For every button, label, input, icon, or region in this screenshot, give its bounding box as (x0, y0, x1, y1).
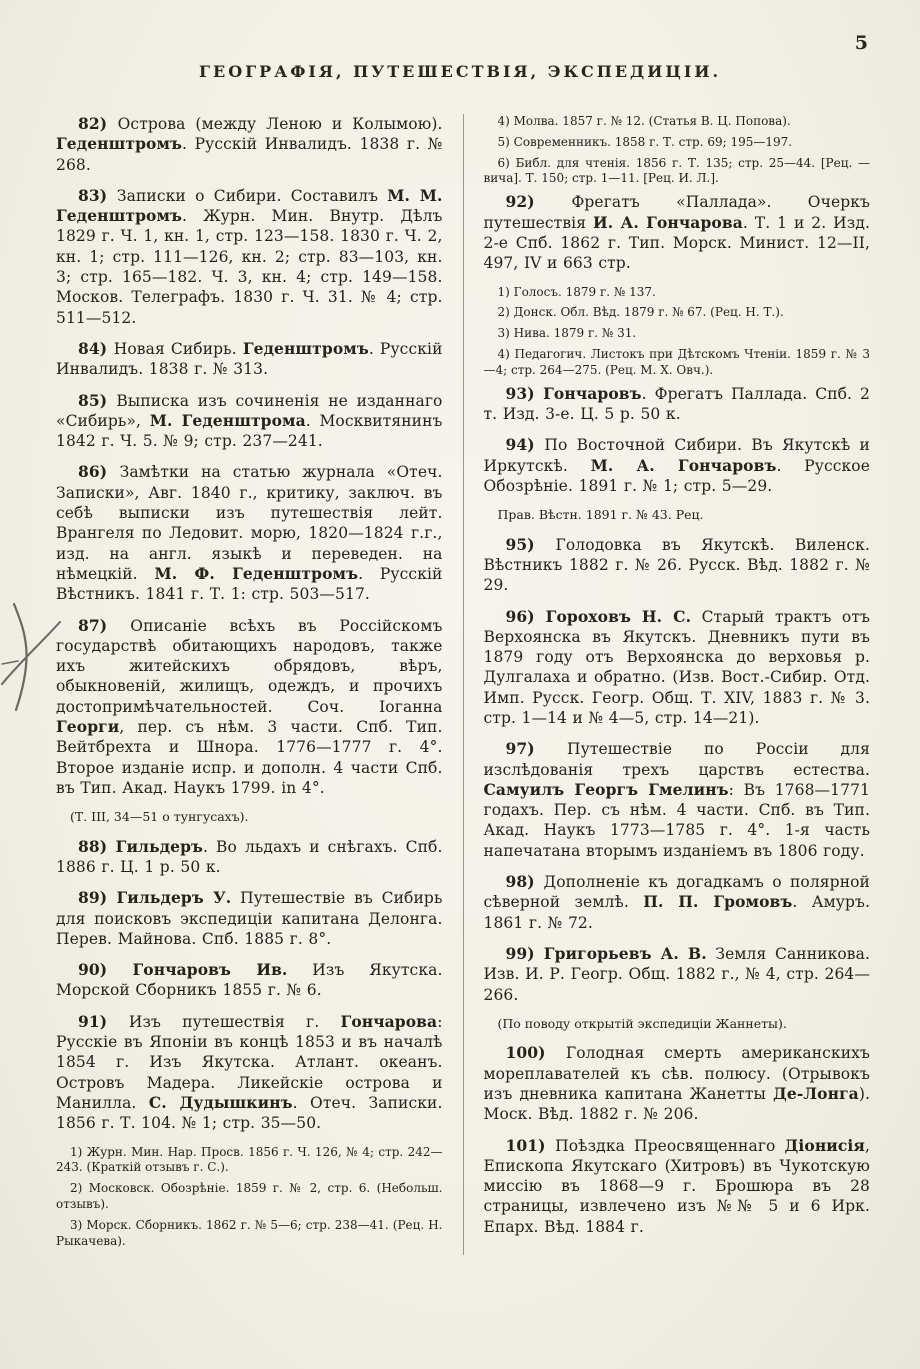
bold-text-segment: 96) Гороховъ Н. С. (505, 606, 692, 626)
text-segment: 2) Донск. Обл. Вѣд. 1879 г. № 67. (Рец. Н. Т.). (497, 305, 784, 320)
bold-text-segment: Діонисія (784, 1135, 865, 1155)
text-segment: . Отеч. Записки. 1856 г. Т. 104. № 1; стр. 35—50. (56, 1093, 443, 1133)
bold-text-segment: 93) Гончаровъ (505, 383, 642, 403)
bold-text-segment: Де-Лонга (773, 1083, 859, 1103)
bold-text-segment: 100) (505, 1043, 566, 1063)
text-segment: Голодная смерть американскихъ мореплавателей къ сѣв. полюсу. (Отрывокъ изъ дневника капитана Жанетты (483, 1044, 870, 1103)
text-segment: (По поводу открытій экспедиціи Жаннеты). (497, 1015, 787, 1031)
footnote (56, 1218, 443, 1250)
column-divider-rule (463, 114, 464, 1255)
bib-entry (56, 186, 443, 328)
text-segment: . Русское Обозрѣніе. 1891 г. № 1; стр. 5—29. (483, 456, 870, 495)
text-segment: Острова (между Леною и Колымою). (117, 115, 443, 133)
bib-entry (484, 1136, 871, 1237)
text-segment: . Русскій Инвалидъ. 1838 г. № 313. (56, 339, 443, 379)
text-segment: Поѣздка Преосвященнаго (555, 1136, 785, 1155)
footnote (56, 1145, 443, 1177)
page-title: ГЕОГРАФІЯ, ПУТЕШЕСТВІЯ, ЭКСПЕДИЦІИ. (198, 62, 722, 81)
bold-text-segment: 95) (505, 534, 556, 554)
bold-text-segment: 88) Гильдеръ (78, 836, 204, 856)
bold-text-segment: М. Геденштрома (149, 410, 306, 430)
bold-text-segment: 84) (78, 338, 114, 358)
bold-text-segment: М. А. Гончаровъ (590, 455, 777, 475)
text-segment: 3) Морск. Сборникъ. 1862 г. № 5—6; стр. 238—41. (Рец. Н. Рыкачева). (56, 1217, 443, 1248)
text-segment: 3) Нива. 1879 г. № 31. (497, 326, 637, 341)
right-column (484, 114, 871, 1255)
text-segment: . Русскій Инвалидъ. 1838 г. № 268. (56, 135, 443, 174)
entry-note (484, 507, 871, 524)
bold-text-segment: Георги (56, 717, 120, 737)
bold-text-segment: М. М. Геденштромъ (56, 185, 443, 226)
entry-note (484, 1016, 871, 1033)
text-segment: По Восточной Сибири. Въ Якутскѣ и Иркутскѣ. (483, 436, 870, 475)
text-segment: . Во льдахъ и снѣгахъ. Спб. 1886 г. Ц. 1 р. 50 к. (56, 837, 443, 876)
text-segment: , пер. съ нѣм. 3 части. Спб. Тип. Вейтбрехта и Шнора. 1776—1777 г. 4°. Второе изданіе испр. и дополн. 4 части Спб. въ Тип. Акад. Наукъ 1799. in 4°. (56, 718, 443, 797)
bold-text-segment: Самуилъ Георгъ Гмелинъ (483, 779, 729, 799)
bib-entry (56, 960, 443, 1001)
bold-text-segment: 83) (78, 185, 117, 205)
footnote (484, 285, 871, 301)
text-segment: . Журн. Мин. Внутр. Дѣлъ 1829 г. Ч. 1, кн. 1, стр. 123—158. 1830 г. Ч. 2, кн. 1; стр. 111—126, кн. 2; стр. 83—103, кн. 3; стр. 165—182. Ч. 3, кн. 4; стр. 149—158. Москов. Телеграфъ. 1830 г. Ч. 31. № 4; стр. 511—512. (56, 207, 443, 327)
text-segment: , Епископа Якутскаго (Хитровъ) въ Чукотскую миссію въ 1868—9 г. Брошюра въ 28 страницы, извлечено изъ №№ 5 и 6 Ирк. Епарх. Вѣд. 1884 г. (483, 1136, 870, 1236)
text-segment: (Т. III, 34—51 о тунгусахъ). (70, 809, 249, 825)
text-segment: : Русскіе въ Японіи въ концѣ 1853 и въ началѣ 1854 г. Изъ Якутска. Атлант. океанъ. Островъ Мадера. Ликейскіе острова и Манилла. (56, 1012, 443, 1112)
footnote (484, 135, 871, 151)
text-segment: Выписка изъ сочиненія не изданнаго «Сибирь», (56, 391, 443, 430)
bold-text-segment: 86) (78, 462, 120, 482)
two-column-layout (56, 114, 870, 1255)
text-segment: Старый трактъ отъ Верхоянска въ Якутскъ. Дневникъ пути въ 1879 году отъ Верхоянска до верховья р. Дулгалаха и обратно. (Изв. Вост.-Сибир. Отд. Имп. Русск. Геогр. Общ. Т. XIV, 1883 г. № 3. стр. 1—14 и № 4—5, стр. 14—21). (483, 607, 870, 727)
bib-entry (484, 535, 871, 596)
text-segment: . Русскій Вѣстникъ. 1841 г. Т. 1: стр. 503—517. (56, 564, 443, 604)
bib-entry (484, 435, 871, 496)
text-segment: 4) Педагогич. Листокъ при Дѣтскомъ Чтеніи. 1859 г. № 3—4; стр. 264—275. (Рец. М. Х. Овч.). (483, 346, 870, 377)
bold-text-segment: 85) (78, 390, 117, 410)
bold-text-segment: 97) (505, 739, 567, 759)
page-number: 5 (854, 32, 868, 54)
footnote (484, 347, 871, 379)
bold-text-segment: Гончарова (340, 1011, 438, 1031)
bold-text-segment: П. П. Громовъ (643, 892, 793, 912)
text-segment: Изъ путешествія г. (128, 1012, 341, 1031)
footnote (484, 156, 871, 188)
text-segment: Замѣтки на статью журнала «Отеч. Записки», Авг. 1840 г., критику, заключ. въ себѣ выписки изъ путешествія лейт. Врангеля по Ледовит. морю, 1820—1824 г.г., изд. на англ. языкѣ и переведен. на нѣмецкій. (56, 463, 443, 583)
text-segment: : Въ 1768—1771 годахъ. Пер. съ нѣм. 4 части. Спб. въ Тип. Акад. Наукъ 1773—1785 г. 4°. 1-я часть напечатана вторымъ изданіемъ въ 1806 году. (483, 780, 871, 860)
bib-entry (484, 739, 871, 861)
text-segment: Голодовка въ Якутскѣ. Виленск. Вѣстникъ 1882 г. № 26. Русск. Вѣд. 1882 г. № 29. (483, 535, 870, 595)
text-segment: Описаніе всѣхъ въ Россійскомъ государствѣ обитающихъ народовъ, также ихъ житейскихъ обрядовъ, вѣръ, обыкновеній, жилищъ, одеждъ, и прочихъ достопримѣчательностей. Соч. Іоганна (56, 616, 443, 716)
bib-entry (56, 114, 443, 175)
footnote (484, 114, 871, 130)
text-segment: . Амуръ. 1861 г. № 72. (483, 893, 871, 932)
bold-text-segment: 89) Гильдеръ У. (78, 888, 232, 908)
bold-text-segment: Геденштромъ (56, 134, 182, 154)
bold-text-segment: 99) Григорьевъ А. В. (505, 943, 707, 963)
text-segment: . Москвитянинъ 1842 г. Ч. 5. № 9; стр. 237—241. (56, 411, 443, 451)
text-segment: 5) Современникъ. 1858 г. Т. стр. 69; 195—197. (497, 134, 793, 149)
text-segment: Путешествіе по Россіи для изслѣдованія трехъ царствъ естества. (483, 740, 870, 779)
text-segment: Записки о Сибири. Составилъ (116, 186, 388, 205)
bold-text-segment: С. Дудышкинъ (148, 1092, 293, 1112)
bold-text-segment: 101) (505, 1135, 556, 1155)
text-segment: . Фрегатъ Паллада. Спб. 2 т. Изд. 3-е. Ц. 5 р. 50 к. (483, 384, 871, 423)
bold-text-segment: И. А. Гончарова (593, 212, 743, 232)
bold-text-segment: М. Ф. Геденштромъ (154, 563, 359, 583)
bib-entry (56, 391, 443, 452)
text-segment: Земля Санникова. Изв. И. Р. Геогр. Общ. 1882 г., № 4, стр. 264—266. (483, 944, 870, 1004)
bold-text-segment: 91) (78, 1011, 129, 1031)
text-segment: 4) Молва. 1857 г. № 12. (Статья В. Ц. Попова). (497, 114, 791, 128)
bold-text-segment: 94) (505, 435, 545, 455)
text-segment: ). Моск. Вѣд. 1882 г. № 206. (483, 1084, 870, 1124)
bib-entry (56, 888, 443, 949)
text-segment: Новая Сибирь. (113, 339, 243, 358)
bib-entry (56, 339, 443, 380)
left-column (56, 114, 443, 1255)
bold-text-segment: 92) (505, 192, 572, 212)
bib-entry (56, 462, 443, 604)
text-segment: . Т. 1 и 2. Изд. 2-е Спб. 1862 г. Тип. Морск. Минист. 12—II, 497, IV и 663 стр. (483, 213, 870, 273)
bold-text-segment: 98) (505, 872, 544, 892)
bib-entry (56, 1012, 443, 1134)
bib-entry (56, 616, 443, 799)
text-segment: Изъ Якутска. Морской Сборникъ 1855 г. № 6. (56, 961, 443, 1000)
bold-text-segment: 90) Гончаровъ Ив. (78, 960, 288, 980)
text-segment: Путешествіе въ Сибирь для поисковъ экспедиціи капитана Делонга. Перев. Майнова. Спб. 1885 г. 8°. (56, 889, 443, 948)
bib-entry (484, 192, 871, 273)
footnote (484, 326, 871, 342)
bold-text-segment: Геденштромъ (242, 338, 369, 358)
text-segment: 1) Голосъ. 1879 г. № 137. (497, 284, 656, 299)
bib-entry (484, 1043, 871, 1124)
text-segment: Дополненіе къ догадкамъ о полярной сѣверной землѣ. (483, 873, 870, 912)
text-segment: Прав. Вѣстн. 1891 г. № 43. Рец. (497, 507, 704, 523)
bib-entry (484, 944, 871, 1005)
bib-entry (484, 384, 871, 425)
bib-entry (484, 872, 871, 933)
bib-entry (56, 837, 443, 878)
text-segment: 1) Журн. Мин. Нар. Просв. 1856 г. Ч. 126, № 4; стр. 242—243. (Краткій отзывъ г. С.). (56, 1144, 443, 1175)
entry-note (56, 809, 443, 826)
text-segment: 6) Библ. для чтенія. 1856 г. Т. 135; стр. 25—44. [Рец. —вича]. Т. 150; стр. 1—11. [Рец. И. Л.]. (483, 155, 870, 186)
text-segment: 2) Московск. Обозрѣніе. 1859 г. № 2, стр. 6. (Небольш. отзывъ). (56, 1181, 443, 1212)
text-segment: Фрегатъ «Паллада». Очеркъ путешествія (483, 193, 870, 232)
footnote (484, 305, 871, 321)
bold-text-segment: 87) (78, 615, 131, 635)
bold-text-segment: 82) (78, 114, 118, 133)
footnote (56, 1181, 443, 1213)
bib-entry (484, 607, 871, 729)
